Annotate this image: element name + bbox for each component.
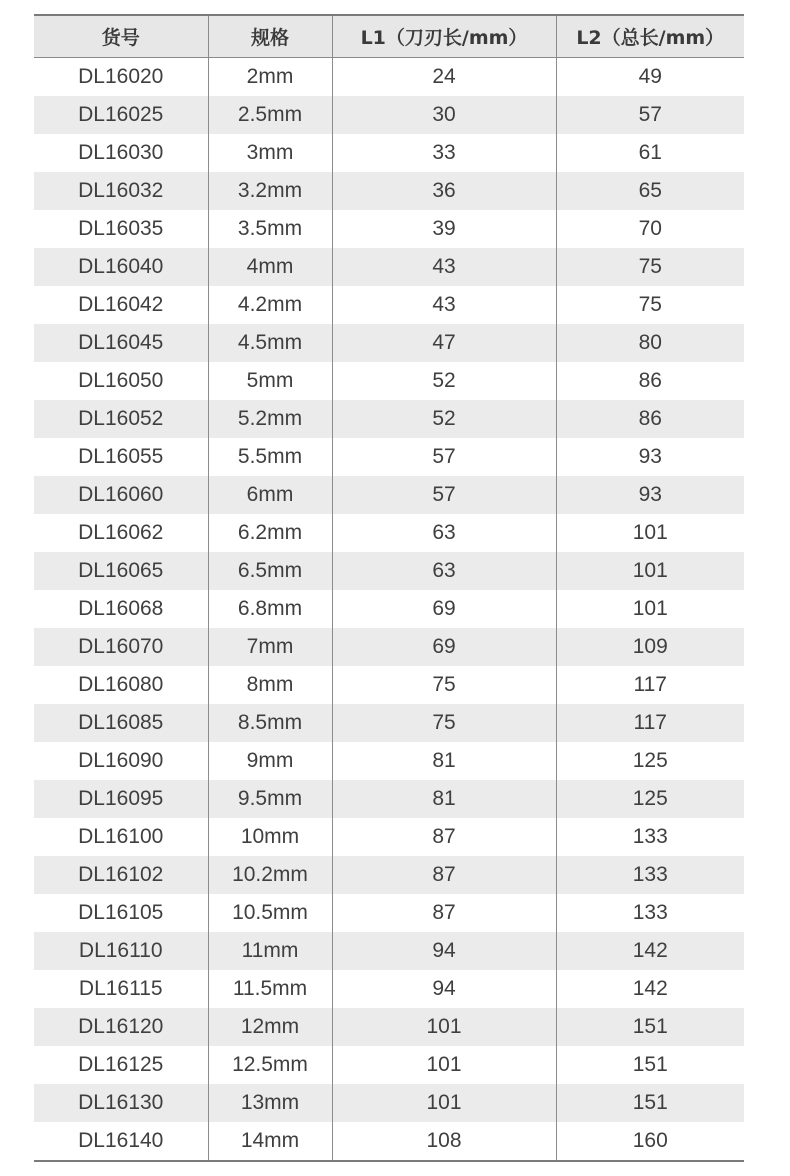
cell-item-number: DL16062 (78, 521, 164, 544)
cell-total-length: 133 (556, 856, 744, 894)
cell-spec: 2.5mm (208, 96, 332, 134)
header-row (34, 15, 744, 58)
table-row (34, 286, 744, 324)
cell-total-length: 133 (556, 818, 744, 856)
cell-item-number: DL16110 (34, 932, 208, 970)
cell-blade-length: 52 (332, 400, 556, 438)
cell-item-number: DL16040 (34, 248, 208, 286)
spec-table (34, 14, 744, 1162)
table-row (34, 514, 744, 552)
cell-item-number: DL16020 (78, 65, 164, 88)
header-spec: 规格 (208, 15, 332, 58)
cell-total-length: 75 (556, 248, 744, 286)
cell-item-number: DL16042 (78, 293, 164, 316)
cell-total-length: 57 (556, 96, 744, 134)
cell-item-number: DL16100 (78, 825, 164, 848)
cell-item-number: DL16025 (34, 96, 208, 134)
cell-total-length: 86 (556, 362, 744, 400)
cell-blade-length: 57 (332, 438, 556, 476)
table-row (34, 1122, 744, 1161)
cell-total-length: 125 (556, 780, 744, 818)
cell-spec: 12mm (208, 1008, 332, 1046)
cell-item-number: DL16055 (78, 445, 164, 468)
cell-total-length: 101 (556, 514, 744, 552)
cell-item-number: DL16045 (34, 324, 208, 362)
cell-total-length: 117 (556, 666, 744, 704)
cell-blade-length: 33 (332, 134, 556, 172)
cell-item-number: DL16140 (78, 1129, 164, 1152)
cell-total-length: 151 (556, 1046, 744, 1084)
cell-spec: 6.5mm (208, 552, 332, 590)
cell-total-length: 109 (556, 628, 744, 666)
cell-item-number: DL16052 (34, 400, 208, 438)
table-row (34, 894, 744, 932)
cell-blade-length: 87 (332, 856, 556, 894)
cell-item-number: DL16095 (34, 780, 208, 818)
cell-total-length: 160 (556, 1122, 744, 1161)
table-row (34, 818, 744, 856)
cell-blade-length: 52 (332, 362, 556, 400)
table-row (34, 172, 744, 210)
header-item-number: 货号 (34, 15, 208, 58)
table-row (34, 970, 744, 1008)
table-row (34, 742, 744, 780)
cell-item-number: DL16085 (34, 704, 208, 742)
cell-blade-length: 81 (332, 780, 556, 818)
cell-spec: 8.5mm (208, 704, 332, 742)
cell-total-length: 93 (556, 476, 744, 514)
table-row (34, 400, 744, 438)
cell-total-length: 80 (556, 324, 744, 362)
table-row (34, 1084, 744, 1122)
cell-item-number: DL16120 (34, 1008, 208, 1046)
table-row (34, 552, 744, 590)
cell-item-number: DL16102 (34, 856, 208, 894)
table-row (34, 362, 744, 400)
cell-item-number: DL16115 (78, 977, 163, 1000)
cell-total-length: 75 (556, 286, 744, 324)
header-total-length: L2（总长/mm） (556, 15, 744, 58)
cell-blade-length: 81 (332, 742, 556, 780)
cell-spec: 8mm (208, 666, 332, 704)
cell-item-number: DL16130 (34, 1084, 208, 1122)
cell-total-length: 70 (556, 210, 744, 248)
cell-blade-length: 75 (332, 666, 556, 704)
cell-total-length: 61 (556, 134, 744, 172)
cell-blade-length: 101 (332, 1084, 556, 1122)
cell-total-length: 93 (556, 438, 744, 476)
cell-blade-length: 101 (332, 1046, 556, 1084)
cell-blade-length: 108 (332, 1122, 556, 1161)
cell-blade-length: 87 (332, 894, 556, 932)
cell-total-length: 49 (556, 58, 744, 97)
cell-spec: 10.5mm (208, 894, 332, 932)
cell-blade-length: 94 (332, 932, 556, 970)
cell-total-length: 86 (556, 400, 744, 438)
cell-spec: 10mm (208, 818, 332, 856)
cell-spec: 6.2mm (208, 514, 332, 552)
table-row (34, 438, 744, 476)
cell-blade-length: 24 (332, 58, 556, 97)
cell-item-number: DL16125 (78, 1053, 164, 1076)
cell-blade-length: 47 (332, 324, 556, 362)
cell-total-length: 101 (556, 590, 744, 628)
table-row (34, 590, 744, 628)
cell-item-number: DL16065 (34, 552, 208, 590)
table-row (34, 666, 744, 704)
table-row (34, 210, 744, 248)
cell-item-number: DL16090 (78, 749, 164, 772)
table-body (34, 58, 744, 1162)
table-row (34, 476, 744, 514)
cell-total-length: 101 (556, 552, 744, 590)
cell-blade-length: 75 (332, 704, 556, 742)
cell-item-number: DL16032 (34, 172, 208, 210)
cell-blade-length: 43 (332, 248, 556, 286)
cell-blade-length: 30 (332, 96, 556, 134)
cell-item-number: DL16030 (78, 141, 164, 164)
table-row (34, 248, 744, 286)
cell-item-number: DL16050 (78, 369, 164, 392)
cell-item-number: DL16105 (78, 901, 164, 924)
cell-spec: 2mm (208, 58, 332, 97)
cell-spec: 4mm (208, 248, 332, 286)
cell-total-length: 151 (556, 1084, 744, 1122)
cell-spec: 13mm (208, 1084, 332, 1122)
cell-total-length: 133 (556, 894, 744, 932)
cell-blade-length: 57 (332, 476, 556, 514)
cell-item-number: DL16035 (78, 217, 164, 240)
cell-total-length: 125 (556, 742, 744, 780)
table-row (34, 932, 744, 970)
cell-total-length: 65 (556, 172, 744, 210)
cell-blade-length: 43 (332, 286, 556, 324)
header-blade-length: L1（刀刃长/mm） (332, 15, 556, 58)
cell-spec: 10.2mm (208, 856, 332, 894)
cell-blade-length: 63 (332, 552, 556, 590)
cell-blade-length: 69 (332, 628, 556, 666)
cell-spec: 14mm (208, 1122, 332, 1161)
cell-spec: 7mm (208, 628, 332, 666)
cell-blade-length: 63 (332, 514, 556, 552)
cell-spec: 11.5mm (208, 970, 332, 1008)
cell-total-length: 117 (556, 704, 744, 742)
table-row (34, 628, 744, 666)
cell-spec: 9.5mm (208, 780, 332, 818)
cell-blade-length: 101 (332, 1008, 556, 1046)
table-row (34, 134, 744, 172)
cell-item-number: DL16080 (78, 673, 164, 696)
cell-blade-length: 36 (332, 172, 556, 210)
table-row (34, 1046, 744, 1084)
cell-spec: 9mm (208, 742, 332, 780)
cell-spec: 5mm (208, 362, 332, 400)
table-row (34, 780, 744, 818)
table-row (34, 58, 744, 97)
cell-spec: 11mm (208, 932, 332, 970)
cell-spec: 3.2mm (208, 172, 332, 210)
cell-spec: 4.2mm (208, 286, 332, 324)
table-row (34, 856, 744, 894)
cell-spec: 3mm (208, 134, 332, 172)
cell-total-length: 142 (556, 932, 744, 970)
cell-spec: 5.5mm (208, 438, 332, 476)
cell-spec: 6mm (208, 476, 332, 514)
cell-spec: 12.5mm (208, 1046, 332, 1084)
cell-spec: 5.2mm (208, 400, 332, 438)
cell-item-number: DL16070 (34, 628, 208, 666)
cell-spec: 4.5mm (208, 324, 332, 362)
cell-blade-length: 87 (332, 818, 556, 856)
cell-total-length: 151 (556, 1008, 744, 1046)
cell-blade-length: 39 (332, 210, 556, 248)
cell-spec: 6.8mm (208, 590, 332, 628)
cell-item-number: DL16068 (78, 597, 164, 620)
table-header (34, 15, 744, 58)
cell-blade-length: 94 (332, 970, 556, 1008)
cell-total-length: 142 (556, 970, 744, 1008)
table-row (34, 324, 744, 362)
table-row (34, 96, 744, 134)
cell-blade-length: 69 (332, 590, 556, 628)
cell-spec: 3.5mm (208, 210, 332, 248)
cell-item-number: DL16060 (34, 476, 208, 514)
table-row (34, 704, 744, 742)
table-row (34, 1008, 744, 1046)
